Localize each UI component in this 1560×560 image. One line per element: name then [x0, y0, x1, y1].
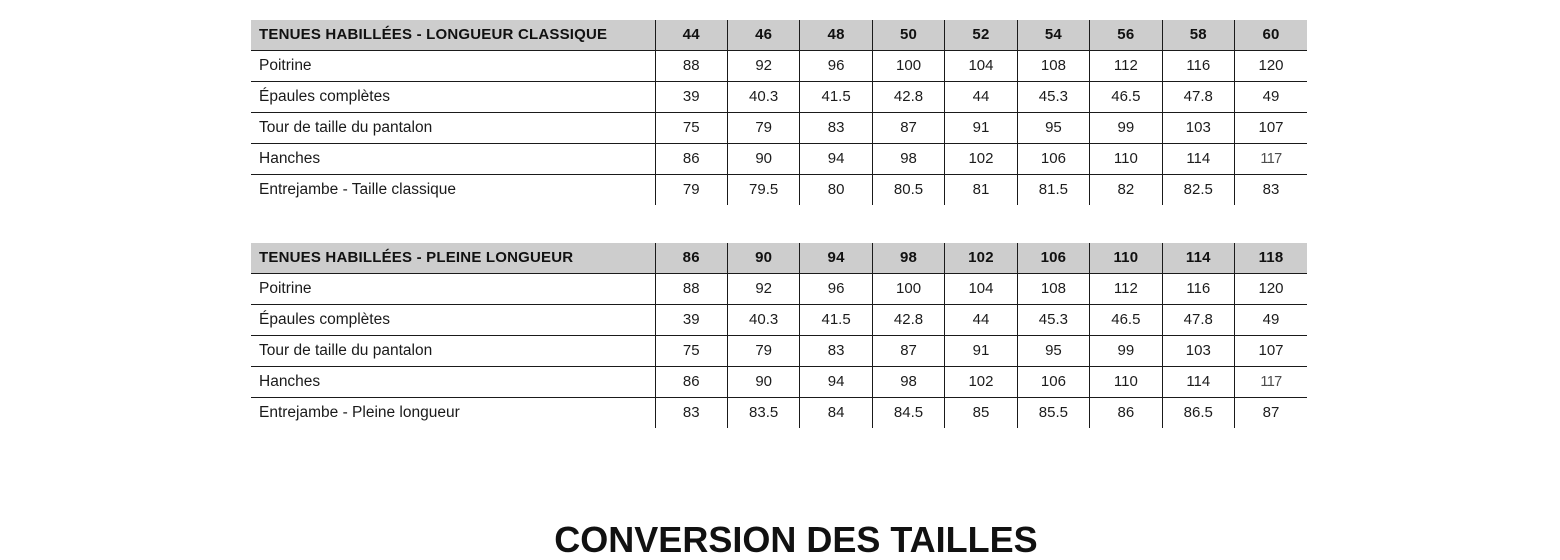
measure-label-cell: Entrejambe - Pleine longueur	[259, 404, 460, 421]
value-cell: 79.5	[727, 175, 799, 206]
value-cell: 83	[800, 336, 872, 367]
table-row	[251, 305, 1307, 336]
value-cell: 104	[945, 51, 1017, 82]
value-cell: 79	[727, 113, 799, 144]
value-cell: 104	[945, 274, 1017, 305]
value-cell: 86	[655, 144, 727, 175]
size-header-cell: 60	[1235, 20, 1308, 51]
value-cell: 102	[945, 367, 1017, 398]
value-cell: 92	[727, 51, 799, 82]
measure-label-cell: Hanches	[251, 144, 655, 175]
measure-label-cell: Tour de taille du pantalon	[251, 113, 655, 144]
measure-label-cell: Poitrine	[251, 274, 655, 305]
value-cell: 84.5	[872, 398, 944, 429]
value-cell: 86	[655, 367, 727, 398]
value-cell: 95	[1017, 113, 1089, 144]
size-header-cell: 86	[655, 243, 727, 274]
value-cell: 79	[727, 336, 799, 367]
value-cell: 103	[1162, 113, 1234, 144]
value-cell: 46.5	[1090, 82, 1162, 113]
value-cell: 75	[655, 113, 727, 144]
value-cell: 116	[1162, 51, 1234, 82]
table-row	[251, 82, 1307, 113]
value-cell: 96	[800, 274, 872, 305]
value-cell: 49	[1235, 82, 1308, 113]
value-cell: 120	[1235, 274, 1308, 305]
size-header-cell: 118	[1235, 243, 1308, 274]
value-cell: 86.5	[1162, 398, 1234, 429]
size-header-cell: 54	[1017, 20, 1089, 51]
value-cell: 108	[1017, 274, 1089, 305]
value-cell: 86	[1090, 398, 1162, 429]
value-cell: 80.5	[872, 175, 944, 206]
size-table-body	[251, 274, 1307, 429]
value-cell: 92	[727, 274, 799, 305]
value-cell: 107	[1235, 336, 1308, 367]
measure-label-cell: Poitrine	[251, 51, 655, 82]
table-row	[251, 113, 1307, 144]
value-cell: 85.5	[1017, 398, 1089, 429]
size-header-cell: 106	[1017, 243, 1089, 274]
value-cell: 49	[1235, 305, 1308, 336]
value-cell: 102	[945, 144, 1017, 175]
size-header-cell: 90	[727, 243, 799, 274]
value-cell: 116	[1162, 274, 1234, 305]
value-cell: 83.5	[727, 398, 799, 429]
value-cell: 44	[945, 82, 1017, 113]
value-cell: 91	[945, 113, 1017, 144]
value-cell: 39	[655, 305, 727, 336]
size-header-row	[251, 243, 1307, 274]
size-header-cell: 50	[872, 20, 944, 51]
page-title: CONVERSION DES TAILLES	[554, 519, 1038, 560]
size-header-cell: 94	[800, 243, 872, 274]
size-header-cell: 58	[1162, 20, 1234, 51]
value-cell: 96	[800, 51, 872, 82]
value-cell: 82.5	[1162, 175, 1234, 206]
table-title-cell: TENUES HABILLÉES - PLEINE LONGUEUR	[251, 243, 655, 274]
table-row	[251, 274, 1307, 305]
value-cell: 82	[1090, 175, 1162, 206]
value-cell: 83	[800, 113, 872, 144]
value-cell: 108	[1017, 51, 1089, 82]
measure-label-cell: Hanches	[251, 367, 655, 398]
value-cell: 114	[1162, 144, 1234, 175]
value-cell: 94	[800, 367, 872, 398]
value-cell: 107	[1235, 113, 1308, 144]
value-cell: 46.5	[1090, 305, 1162, 336]
size-header-cell: 48	[800, 20, 872, 51]
value-cell: 90	[727, 367, 799, 398]
value-cell: 84	[800, 398, 872, 429]
value-cell: 41.5	[800, 305, 872, 336]
table-row	[251, 175, 1307, 206]
table-title-cell: TENUES HABILLÉES - LONGUEUR CLASSIQUE	[251, 20, 655, 51]
value-cell: 114	[1162, 367, 1234, 398]
measure-label-cell: Épaules complètes	[251, 82, 655, 113]
table-row	[251, 398, 1307, 429]
value-cell: 40.3	[727, 305, 799, 336]
size-table-full-length	[251, 243, 1307, 428]
value-cell: 95	[1017, 336, 1089, 367]
size-header-cell: 52	[945, 20, 1017, 51]
size-header-cell: 110	[1090, 243, 1162, 274]
value-cell: 80	[800, 175, 872, 206]
value-cell: 87	[1235, 398, 1308, 429]
size-table-body	[251, 51, 1307, 206]
value-cell: 112	[1090, 274, 1162, 305]
value-cell: 75	[655, 336, 727, 367]
value-cell: 83	[1235, 175, 1308, 206]
value-cell: 106	[1017, 144, 1089, 175]
value-cell: 47.8	[1162, 305, 1234, 336]
value-cell: 40.3	[727, 82, 799, 113]
value-cell: 90	[727, 144, 799, 175]
value-cell: 39	[655, 82, 727, 113]
size-table-classic-length	[251, 20, 1307, 205]
value-cell: 81	[945, 175, 1017, 206]
size-header-cell: 56	[1090, 20, 1162, 51]
size-header-cell: 44	[655, 20, 727, 51]
value-cell: 94	[800, 144, 872, 175]
value-cell: 99	[1090, 113, 1162, 144]
table-row	[251, 144, 1307, 175]
measure-label-cell: Entrejambe - Taille classique	[259, 181, 457, 198]
value-cell: 110	[1090, 144, 1162, 175]
value-cell: 83	[655, 398, 727, 429]
value-cell: 79	[655, 175, 727, 206]
value-cell: 106	[1017, 367, 1089, 398]
value-cell: 45.3	[1017, 305, 1089, 336]
value-cell: 81.5	[1017, 175, 1089, 206]
value-cell: 103	[1162, 336, 1234, 367]
size-header-cell: 114	[1162, 243, 1234, 274]
size-header-cell: 46	[727, 20, 799, 51]
value-cell: 98	[872, 144, 944, 175]
value-cell: 98	[872, 367, 944, 398]
value-cell: 45.3	[1017, 82, 1089, 113]
value-cell: 87	[872, 336, 944, 367]
size-table-header	[251, 243, 1307, 274]
table-row	[251, 336, 1307, 367]
table-row	[251, 51, 1307, 82]
size-header-row	[251, 20, 1307, 51]
measure-label-cell: Épaules complètes	[251, 305, 655, 336]
value-cell: 120	[1235, 51, 1308, 82]
value-cell: 88	[655, 274, 727, 305]
value-cell: 117	[1235, 144, 1308, 175]
size-table-header	[251, 20, 1307, 51]
value-cell: 42.8	[872, 305, 944, 336]
value-cell: 91	[945, 336, 1017, 367]
value-cell: 47.8	[1162, 82, 1234, 113]
value-cell: 88	[655, 51, 727, 82]
table-row	[251, 367, 1307, 398]
value-cell: 41.5	[800, 82, 872, 113]
value-cell: 100	[872, 51, 944, 82]
value-cell: 99	[1090, 336, 1162, 367]
value-cell: 100	[872, 274, 944, 305]
size-header-cell: 98	[872, 243, 944, 274]
measure-label-cell: Tour de taille du pantalon	[251, 336, 655, 367]
size-header-cell: 102	[945, 243, 1017, 274]
value-cell: 87	[872, 113, 944, 144]
value-cell: 85	[945, 398, 1017, 429]
value-cell: 44	[945, 305, 1017, 336]
value-cell: 117	[1235, 367, 1308, 398]
value-cell: 112	[1090, 51, 1162, 82]
value-cell: 42.8	[872, 82, 944, 113]
value-cell: 110	[1090, 367, 1162, 398]
